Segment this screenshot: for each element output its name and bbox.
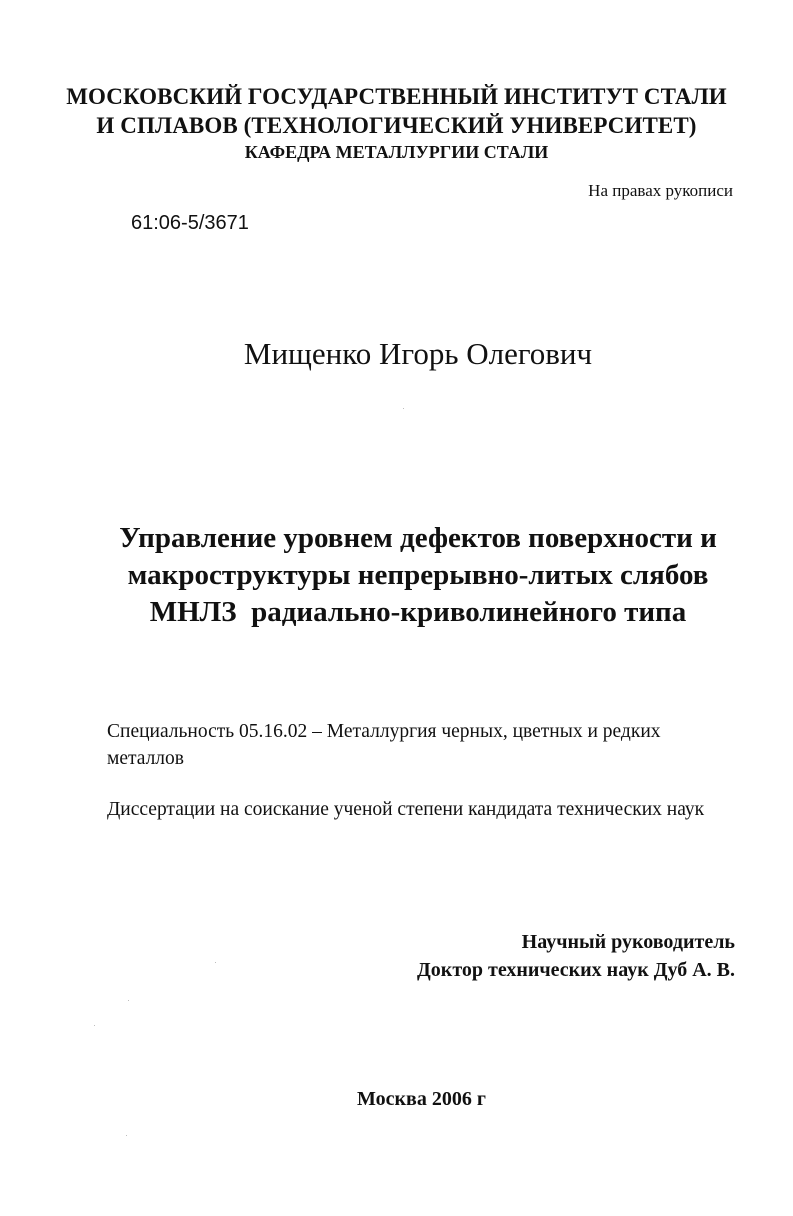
title-line-3: МНЛЗ радиально-криволинейного типа	[149, 596, 687, 628]
specialty-text: Специальность 05.16.02 – Металлургия черных, цветных и редких металлов	[107, 721, 661, 769]
institution-header	[0, 82, 793, 164]
degree-text: Диссертации на соискание ученой степени кандидата технических наук	[107, 799, 705, 820]
title-line-1: Управление уровнем дефектов поверхности и	[119, 522, 717, 554]
supervisor-name: Доктор технических наук Дуб А. В.	[417, 959, 735, 981]
dissertation-title	[0, 520, 793, 631]
institution-name-line-1: МОСКОВСКИЙ ГОСУДАРСТВЕННЫЙ ИНСТИТУТ СТАЛИ	[66, 84, 727, 109]
scan-speck	[126, 1135, 127, 1136]
archive-code: 61:06-5/3671	[131, 212, 249, 234]
title-line-2: макроструктуры непрерывно-литых слябов	[127, 559, 709, 591]
department-name: КАФЕДРА МЕТАЛЛУРГИИ СТАЛИ	[244, 142, 549, 162]
supervisor-role: Научный руководитель	[521, 931, 735, 953]
scan-speck	[215, 962, 216, 963]
author-name: Мищенко Игорь Олегович	[243, 336, 593, 371]
institution-name-line-2: И СПЛАВОВ (ТЕХНОЛОГИЧЕСКИЙ УНИВЕРСИТЕТ)	[96, 113, 697, 138]
scan-speck	[403, 408, 404, 409]
scan-speck	[128, 1000, 129, 1001]
supervisor-block	[417, 928, 735, 984]
city-year: Москва 2006 г	[357, 1088, 486, 1110]
manuscript-rights-note: На правах рукописи	[588, 181, 733, 200]
scan-speck	[94, 1025, 95, 1026]
